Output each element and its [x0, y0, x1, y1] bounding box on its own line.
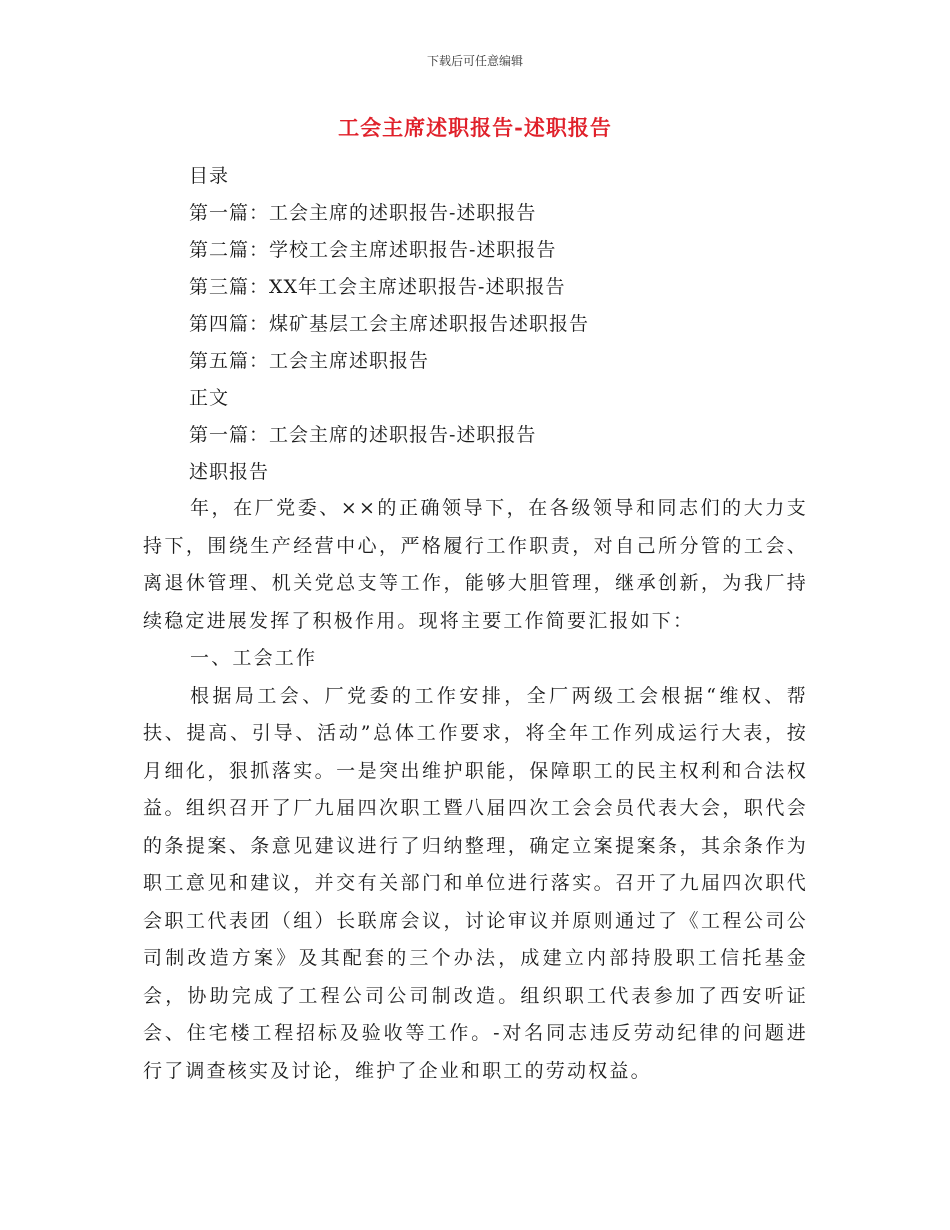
- document-title: 工会主席述职报告-述职报告: [338, 115, 612, 140]
- toc-item: 第三篇：XX年工会主席述职报告-述职报告: [189, 276, 566, 298]
- toc-heading: 目录: [189, 165, 230, 187]
- toc-item: 第四篇：煤矿基层工会主席述职报告述职报告: [189, 313, 590, 335]
- subheading: 述职报告: [189, 461, 270, 483]
- paragraph: 根据局工会、厂党委的工作安排，全厂两级工会根据“维权、帮扶、提高、引导、活动”总体工作要求，将全年工作列成运行大表，按月细化，狠抓落实。一是突出维护职能，保障职工的民主权利和合法权益。组织召开了厂九届四次职工暨八届四次工会会员代表大会，职代会的条提案、条意见建议进行了归纳整理，确定立案提案条，其余条作为职工意见和建议，并交有关部门和单位进行落实。召开了九届四次职代会职工代表团（组）长联席会议，讨论审议并原则通过了《工程公司公司制改造方案》及其配套的三个办法，成建立内部持股职工信托基金会，协助完成了工程公司公司制改造。组织职工代表参加了西安听证会、住宅楼工程招标及验收等工作。-对名同志违反劳动纪律的问题进行了调查核实及讨论，维护了企业和职工的劳动权益。: [143, 684, 808, 1082]
- toc-item: 第二篇：学校工会主席述职报告-述职报告: [189, 239, 557, 261]
- toc-item: 第一篇：工会主席的述职报告-述职报告: [189, 202, 537, 224]
- header-note: 下载后可任意编辑: [426, 54, 523, 68]
- table-of-contents: [189, 158, 809, 491]
- chapter-title: 第一篇：工会主席的述职报告-述职报告: [189, 424, 537, 446]
- toc-item: 第五篇：工会主席述职报告: [189, 350, 430, 372]
- section-heading: 一、工会工作: [190, 647, 318, 669]
- body-heading: 正文: [189, 387, 230, 409]
- paragraph: 年，在厂党委、××的正确领导下，在各级领导和同志们的大力支持下，围绕生产经营中心，严格履行工作职责，对自己所分管的工会、离退休管理、机关党总支等工作，能够大胆管理，继承创新，为我厂持续稳定进展发挥了积极作用。现将主要工作简要汇报如下：: [143, 497, 808, 632]
- body-text: [143, 490, 808, 1090]
